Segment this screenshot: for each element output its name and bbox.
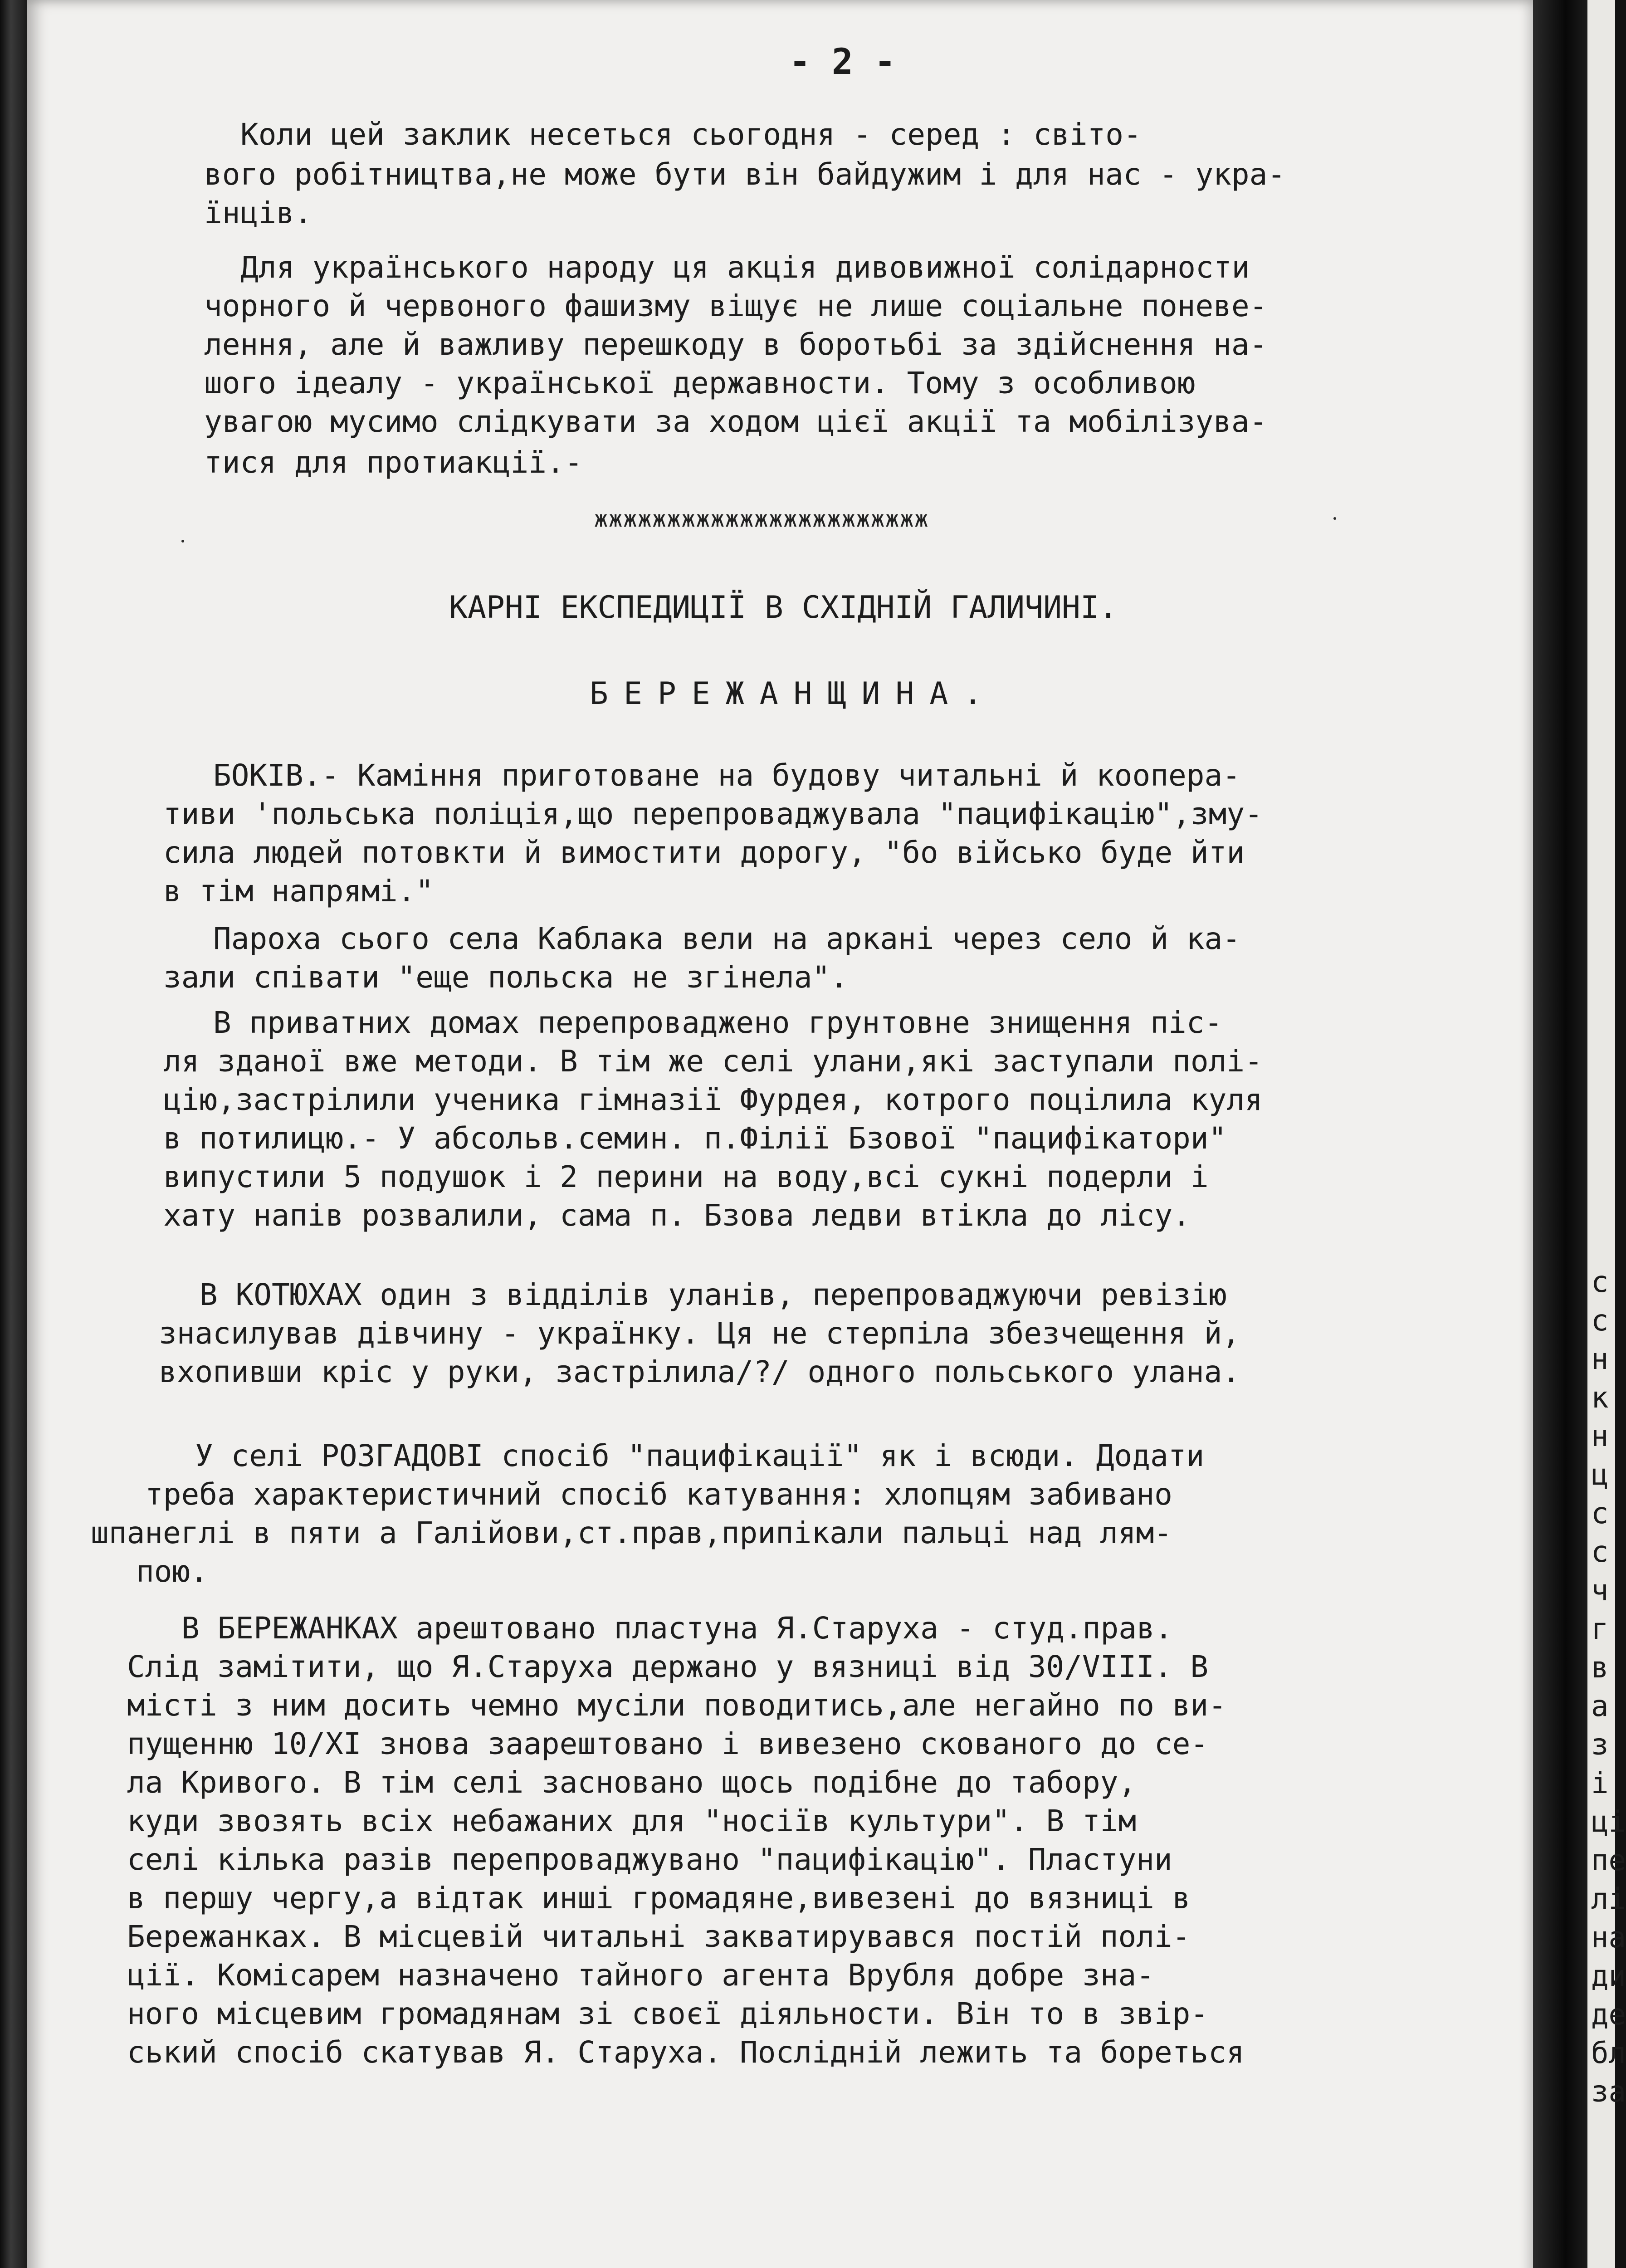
section-separator: жжжжжжжжжжжжжжжжжжжжжжж (594, 506, 929, 532)
body-line: місті з ним досить чемно мусіли поводитись,але негайно по ви- (127, 1688, 1226, 1723)
adjacent-page-fragment: к (1591, 1381, 1609, 1415)
body-line: хату напів розвалили, сама п. Бзова ледви втікла до лісу. (163, 1198, 1191, 1233)
book-spine-shadow (1533, 0, 1587, 2268)
body-line: зали співати "еще польска не згінела". (163, 960, 848, 995)
adjacent-page-fragment: н (1591, 1343, 1609, 1376)
adjacent-page-fragment: в (1591, 1651, 1609, 1685)
body-line: куди звозять всіх небажаних для "носіїв культури". В тім (127, 1804, 1137, 1838)
body-line: знасилував дівчину - українку. Ця не стерпіла збезчещення й, (159, 1316, 1240, 1351)
intro-line: лення, але й важливу перешкоду в боротьбі за здійснення на- (204, 327, 1268, 362)
intro-line: Коли цей заклик несеться сьогодня - серед : світо- (240, 117, 1142, 152)
document-page (27, 0, 1533, 2268)
body-line: ля зданої вже методи. В тім же селі улани,які заступали полі- (163, 1044, 1263, 1079)
body-line: пою. (136, 1554, 208, 1589)
body-line: випустили 5 подушок і 2 перини на воду,всі сукні подерли і (163, 1159, 1209, 1194)
adjacent-page-fragment: на (1591, 1921, 1626, 1955)
body-line: В КОТЮХАХ один з відділів уланів, перепроваджуючи ревізію (200, 1277, 1227, 1312)
adjacent-page-fragment: н (1591, 1420, 1609, 1453)
adjacent-page-fragment: і (1591, 1767, 1609, 1800)
body-line: БОКІВ.- Каміння приготоване на будову читальні й коопера- (213, 758, 1240, 793)
body-line: ції. Комісарем назначено тайного агента Врубля добре зна- (127, 1958, 1154, 1993)
body-line: сила людей потовкти й вимостити дорогу, "бо військо буде йти (163, 835, 1245, 870)
adjacent-page-fragment: с (1591, 1497, 1609, 1530)
adjacent-page-fragment: г (1591, 1613, 1609, 1646)
adjacent-page-fragment: ці (1591, 1805, 1626, 1839)
body-line: Слід замітити, що Я.Старуха держано у вязниці від 30/VIII. В (127, 1649, 1209, 1684)
intro-line: шого ідеалу - української державности. Тому з особливою (204, 366, 1196, 401)
section-subtitle: БЕРЕЖАНЩИНА. (590, 676, 998, 712)
body-line: В приватних домах перепроваджено грунтовне знищення піс- (213, 1005, 1223, 1040)
adjacent-page-fragment: с (1591, 1535, 1609, 1569)
intro-line: Для українського народу ця акція дивовижної солідарности (240, 250, 1250, 285)
body-line: Пароха сього села Каблака вели на аркані через село й ка- (213, 921, 1240, 956)
section-title: КАРНІ ЕКСПЕДИЦІЇ В СХІДНІЙ ГАЛИЧИНІ. (449, 590, 1118, 626)
adjacent-page-fragment: ди (1591, 1960, 1626, 1993)
body-line: У селі РОЗГАДОВІ спосіб "пацифікації" як і всюди. Додати (195, 1438, 1205, 1473)
adjacent-page-fragment: пе (1591, 1844, 1626, 1877)
body-line: шпанеглі в пяти а Галійови,ст.прав,припікали пальці над лям- (91, 1515, 1172, 1550)
body-line: треба характеристичний спосіб катування: хлопцям забивано (145, 1477, 1172, 1512)
intro-line: тися для протиакції.- (204, 445, 583, 480)
body-line: тиви 'польська поліція,що перепроваджувала "пацифікацію",зму- (163, 797, 1263, 831)
body-line: ла Кривого. В тім селі засновано щось подібне до табору, (127, 1765, 1137, 1800)
body-line: в першу чергу,а відтак инші громадяне,вивезені до вязниці в (127, 1881, 1191, 1916)
body-line: цію,застрілили ученика гімназії Фурдея, котрого поцілила куля (163, 1082, 1263, 1117)
body-line: вхопивши кріс у руки, застрілила/?/ одного польського улана. (159, 1354, 1240, 1389)
body-line: Бережанках. В місцевій читальні закватирувався постій полі- (127, 1919, 1191, 1954)
ink-speck (1333, 517, 1336, 520)
intro-line: вого робітництва,не може бути він байдужим і для нас - укра- (204, 157, 1286, 192)
body-line: в тім напрямі." (163, 874, 434, 909)
adjacent-page-fragment: с (1591, 1266, 1609, 1299)
body-line: В БЕРЕЖАНКАХ арештовано пластуна Я.Старуха - студ.прав. (181, 1611, 1173, 1646)
adjacent-page-fragment: а (1591, 1690, 1609, 1723)
adjacent-page-fragment: де (1591, 1998, 1626, 2032)
adjacent-page-fragment: ч (1591, 1574, 1609, 1608)
page-number: - 2 - (789, 42, 896, 83)
adjacent-page-fragment: з (1591, 1728, 1609, 1762)
adjacent-page-fragment: бл (1591, 2037, 1626, 2070)
adjacent-page-fragment: ц (1591, 1458, 1609, 1492)
adjacent-page-fragment: за (1591, 2075, 1626, 2109)
adjacent-page-fragment: с (1591, 1304, 1609, 1338)
intro-line: увагою мусимо слідкувати за ходом цієї акції та мобілізува- (204, 404, 1268, 439)
intro-line: чорного й червоного фашизму віщує не лише соціальне поневе- (204, 288, 1268, 323)
scan-left-edge (0, 0, 27, 2268)
adjacent-page-edge (1587, 0, 1626, 2268)
body-line: ський спосіб скатував Я. Старуха. Послідній лежить та бореться (127, 2035, 1245, 2070)
body-line: селі кілька разів перепроваджувано "пацифікацію". Пластуни (127, 1842, 1172, 1877)
intro-line: їнців. (204, 196, 313, 230)
adjacent-page-fragment: лі (1591, 1882, 1626, 1916)
body-line: в потилицю.- У абсольв.семин. п.Філії Бзової "пацифікатори" (163, 1121, 1227, 1156)
body-line: ного місцевим громадянам зі своєї діяльности. Він то в звір- (127, 1996, 1209, 2031)
body-line: пущенню 10/XI знова заарештовано і вивезено скованого до се- (127, 1726, 1209, 1761)
ink-speck (181, 540, 184, 543)
